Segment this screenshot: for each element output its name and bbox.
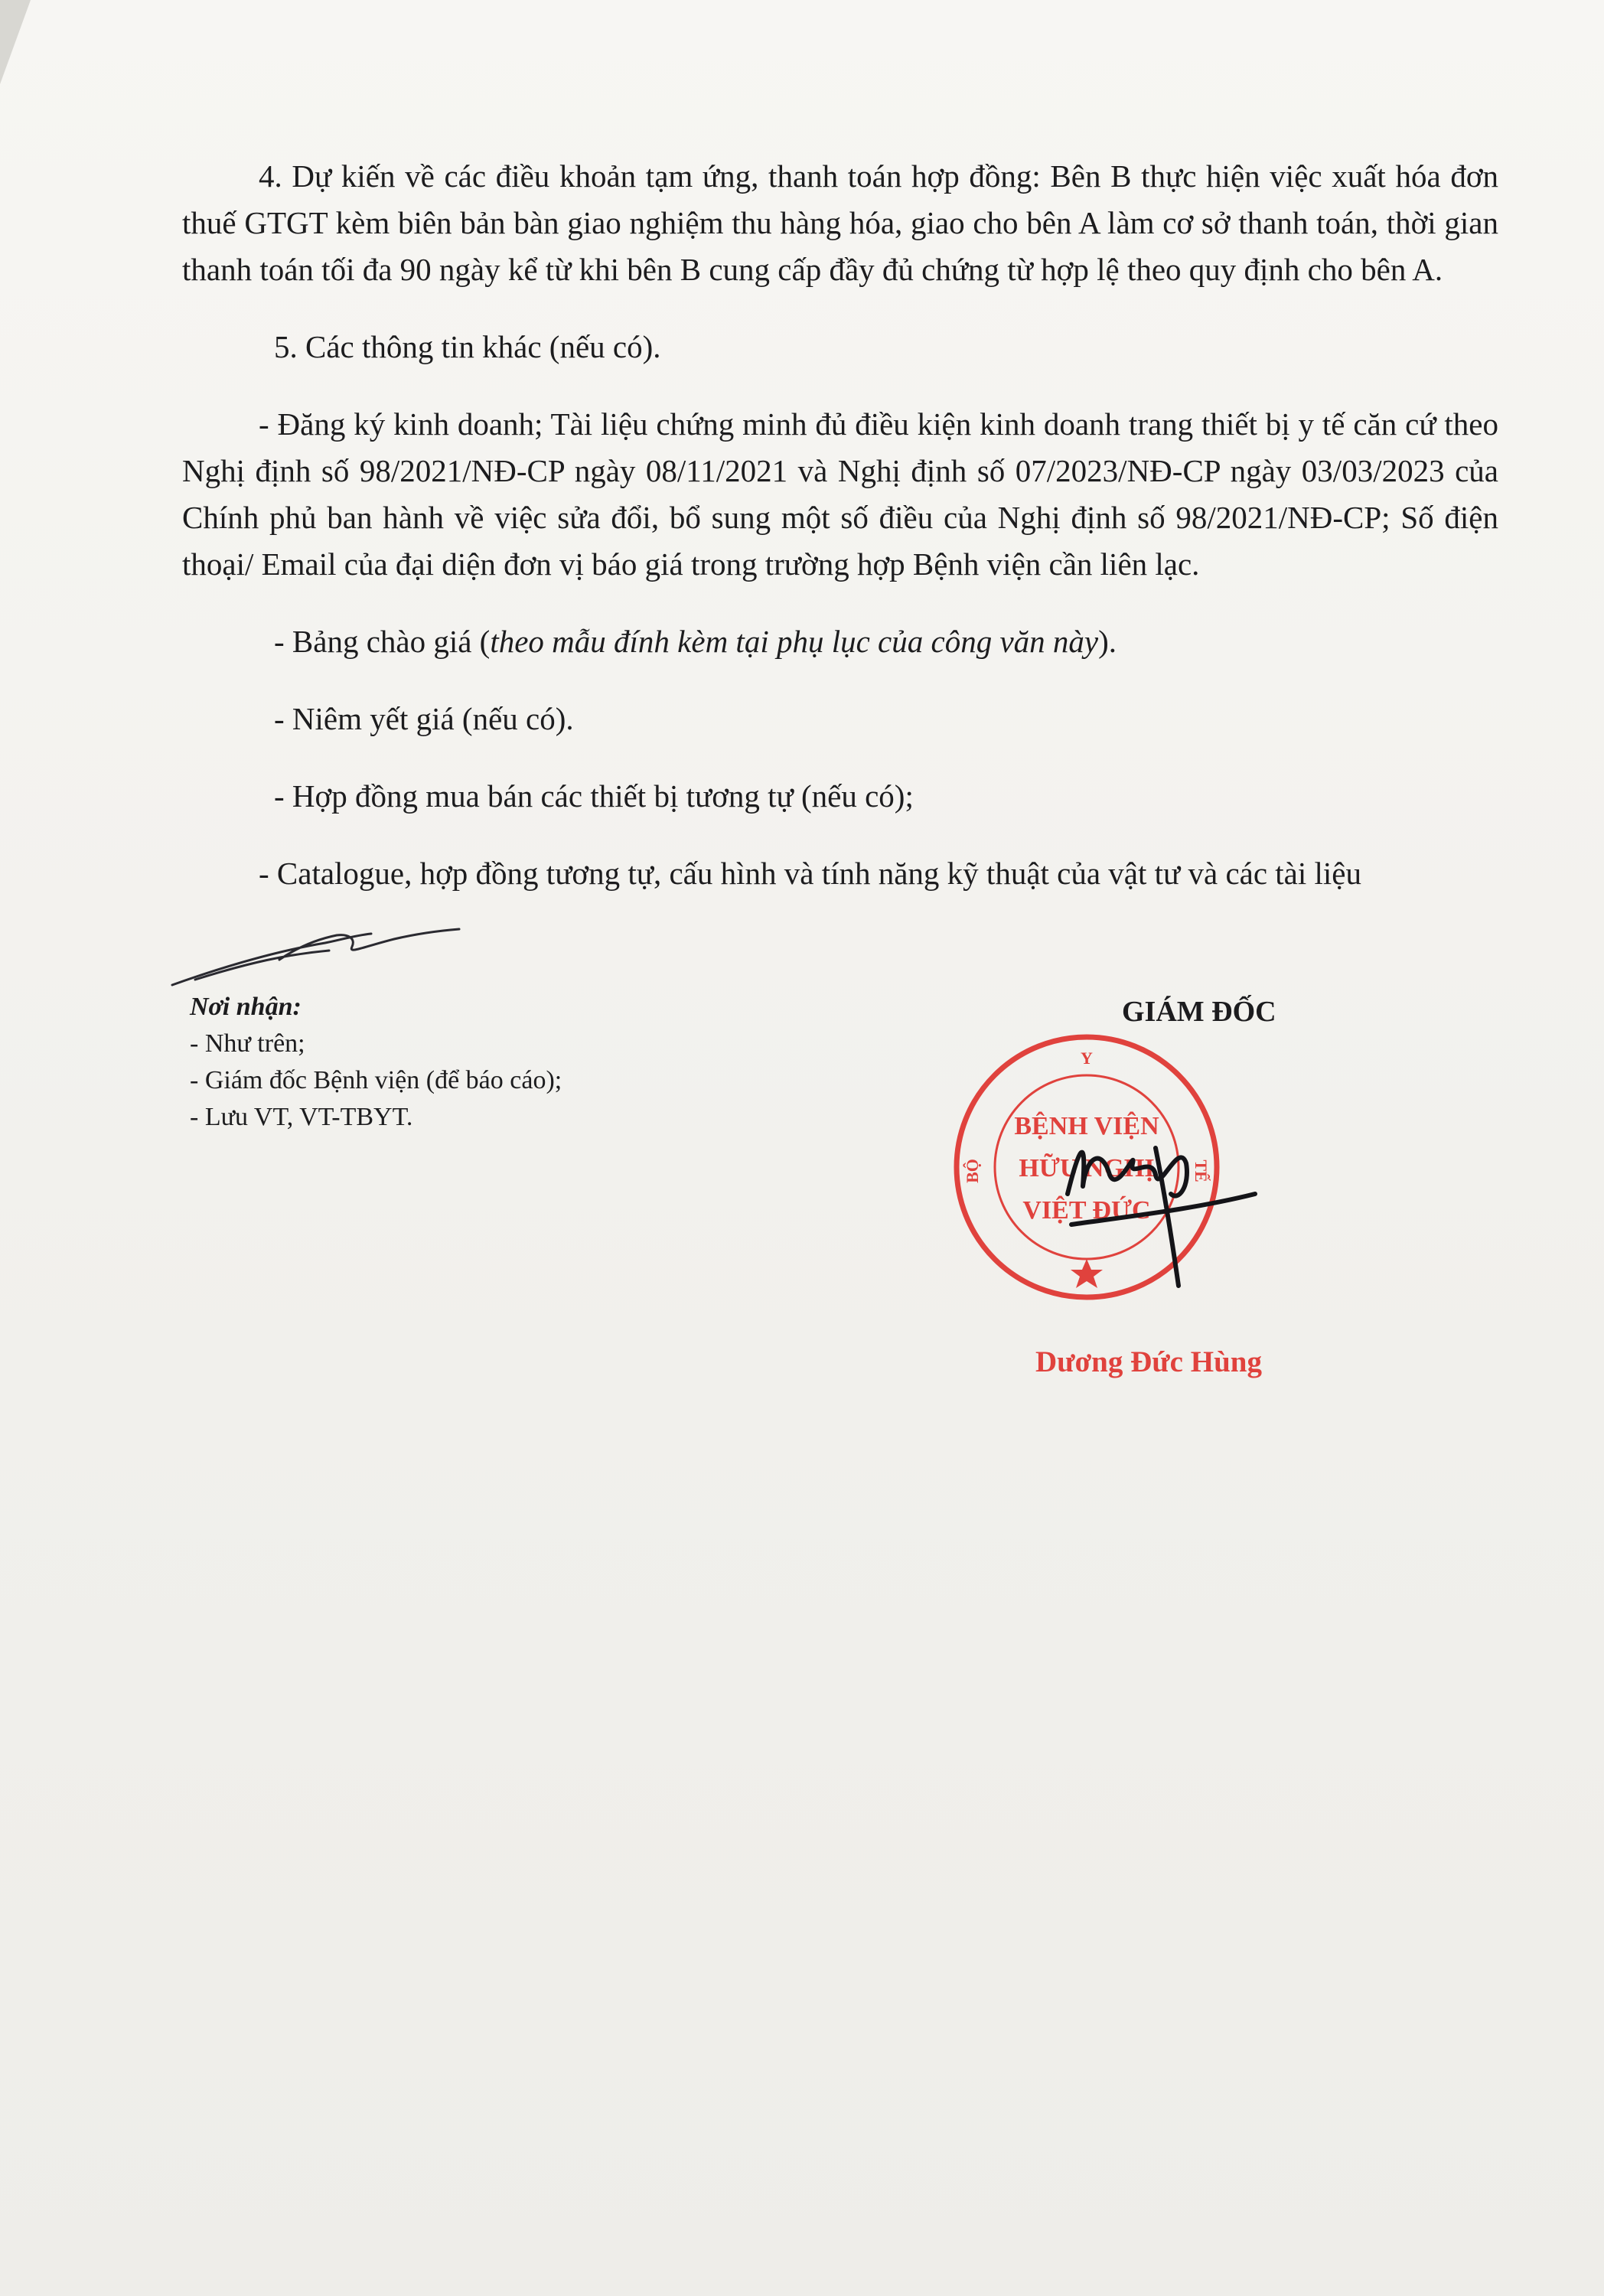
stamp-line-2: HỮU NGHỊ bbox=[1019, 1154, 1155, 1182]
receiver-item: - Lưu VT, VT-TBYT. bbox=[190, 1103, 413, 1131]
quotation-suffix: ). bbox=[1098, 624, 1117, 659]
document-body bbox=[182, 153, 1498, 897]
receiver-item: - Như trên; bbox=[190, 1029, 305, 1058]
quotation-note: theo mẫu đính kèm tại phụ lục của công văn này bbox=[490, 624, 1099, 659]
paragraph-payment-terms: 4. Dự kiến về các điều khoản tạm ứng, thanh toán hợp đồng: Bên B thực hiện việc xuất hóa đơn thuế GTGT kèm biên bản bàn giao nghiệm thu hàng hóa, giao cho bên A làm cơ sở thanh toán, thời gian thanh toán tối đa 90 ngày kể từ khi bên B cung cấp đầy đủ chứng từ hợp lệ theo quy định cho bên A. bbox=[182, 158, 1498, 287]
quotation-prefix: - Bảng chào giá ( bbox=[274, 624, 491, 659]
item-business-registration: - Đăng ký kinh doanh; Tài liệu chứng minh đủ điều kiện kinh doanh trang thiết bị y tế căn cứ theo Nghị định số 98/2021/NĐ-CP ngày 08/11/2021 và Nghị định số 07/2023/NĐ-CP ngày 03/03/2023 của Chính phủ ban hành về việc sửa đổi, bổ sung một số điều của Nghị định số 98/2021/NĐ-CP; Số điện thoại/ Email của đại diện đơn vị báo giá trong trường hợp Bệnh viện cần liên lạc. bbox=[182, 406, 1498, 582]
item-catalogue: - Catalogue, hợp đồng tương tự, cấu hình và tính năng kỹ thuật của vật tư và các tài liệu bbox=[259, 856, 1362, 891]
stamp-top-letter: Y bbox=[1081, 1049, 1093, 1068]
stamp-line-3: VIỆT ĐỨC bbox=[1022, 1196, 1151, 1225]
stamp-right-letter: TẾ bbox=[1192, 1159, 1211, 1182]
director-signature bbox=[1064, 1102, 1263, 1301]
receivers-block bbox=[190, 989, 562, 1136]
signer-name: Dương Đức Hùng bbox=[1035, 1345, 1262, 1378]
stamp-line-1: BỆNH VIỆN bbox=[1014, 1112, 1159, 1140]
page-corner-fold bbox=[0, 0, 31, 84]
receivers-title: Nơi nhận: bbox=[190, 993, 302, 1021]
item-listed-price: - Niêm yết giá (nếu có). bbox=[274, 701, 574, 736]
item-quotation bbox=[182, 618, 1498, 665]
receiver-item: - Giám đốc Bệnh viện (để báo cáo); bbox=[190, 1066, 562, 1094]
paragraph-other-info: 5. Các thông tin khác (nếu có). bbox=[274, 329, 661, 364]
signature-title: GIÁM ĐỐC bbox=[1122, 996, 1276, 1028]
initials-signature bbox=[165, 912, 463, 996]
stamp-left-letter: BỘ bbox=[963, 1159, 982, 1183]
item-similar-contract: - Hợp đồng mua bán các thiết bị tương tự (nếu có); bbox=[274, 778, 914, 814]
